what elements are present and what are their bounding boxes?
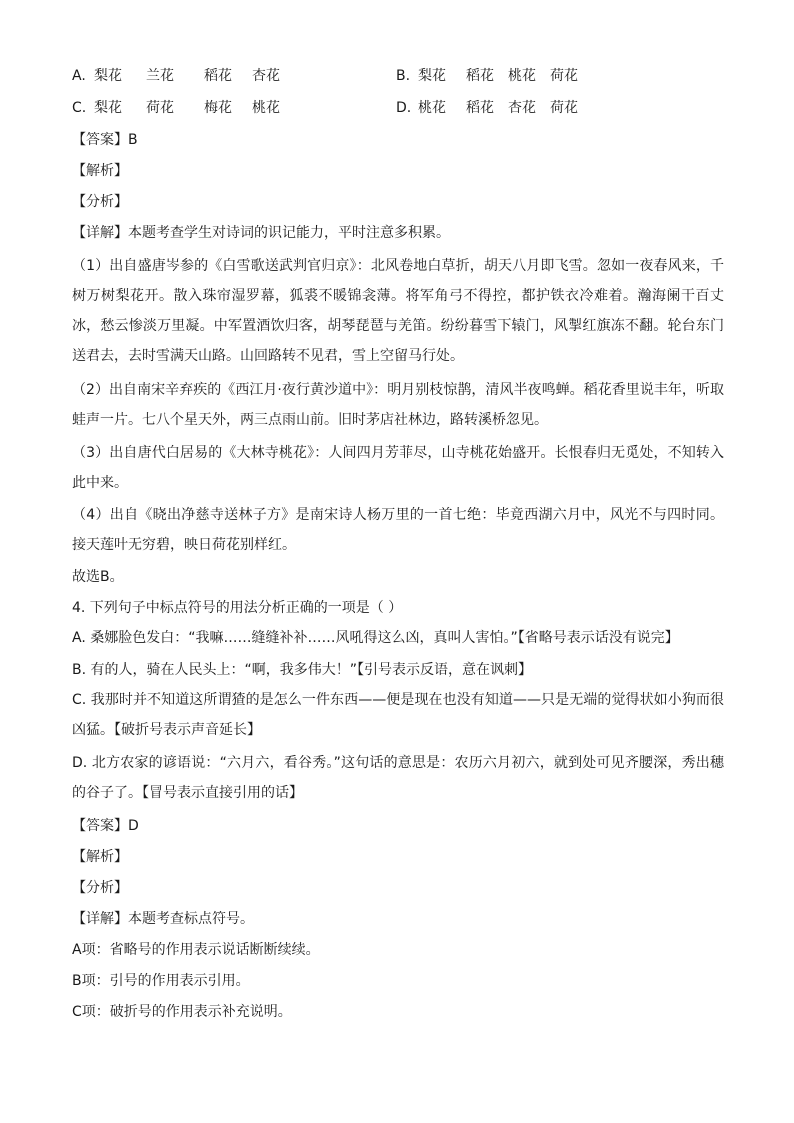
q3-fenxi-heading: 【分析】 [72,194,128,210]
option-item: 梨花 [94,100,122,116]
q3-paragraph-1: （1）出自盛唐岑参的《白雪歌送武判官归京》：北风卷地白草折，胡天八月即飞雪。忽如一夜春风来，千树万树梨花开。散入珠帘湿罗幕，狐裘不暖锦衾薄。将军角弓不得控，都护铁衣冷难着。瀚海阑干百丈冰，愁云惨淡万里凝。中军置酒饮归客，胡琴琵琶与羌笛。纷纷暮雪下辕门，风掣红旗冻不翻。轮台东门送君去，去时雪满天山路。山回路转不见君，雪上空留马行处。 [72,258,724,364]
q3-detail-intro: 【详解】本题考查学生对诗词的识记能力，平时注意多积累。 [72,225,450,241]
option-item: 荷花 [550,100,578,116]
q4-option-c: C. 我那时并不知道这所谓猹的是怎么一件东西——便是现在也没有知道——只是无端的觉得状如小狗而很凶猛。【破折号表示声音延长】 [72,692,724,738]
option-item: 桃花 [252,100,280,116]
q4-item-b: B项：引号的作用表示引用。 [72,973,250,989]
q3-paragraph-2: （2）出自南宋辛弃疾的《西江月·夜行黄沙道中》：明月别枝惊鹊，清风半夜鸣蝉。稻花香里说丰年，听取蛙声一片。七八个星天外，两三点雨山前。旧时茅店社林边，路转溪桥忽见。 [72,382,724,428]
q3-jiexi-heading: 【解析】 [72,163,128,179]
option-item: 荷花 [550,68,578,84]
q4-detail-intro: 【详解】本题考查标点符号。 [72,911,254,927]
q4-jiexi-heading: 【解析】 [72,849,128,865]
q3-paragraph-4: （4）出自《晓出净慈寺送林子方》是南宋诗人杨万里的一首七绝：毕竟西湖六月中，风光不与四时同。接天莲叶无穷碧，映日荷花别样红。 [72,507,724,553]
option-item: 稻花 [466,68,494,84]
option-item: 杏花 [252,68,280,84]
q4-option-b: B. 有的人，骑在人民头上：“啊，我多伟大！”【引号表示反语，意在讽刺】 [72,662,533,678]
q3-paragraph-3: （3）出自唐代白居易的《大林寺桃花》：人间四月芳菲尽，山寺桃花始盛开。长恨春归无觅处，不知转入此中来。 [72,445,724,491]
q3-conclusion: 故选B。 [72,569,124,585]
option-b [396,66,578,86]
q4-stem: 4. 下列句子中标点符号的用法分析正确的一项是（ ） [72,600,403,616]
option-item: 梨花 [418,68,446,84]
option-a [72,66,280,86]
q4-answer: 【答案】D [72,818,139,834]
q4-option-d: D. 北方农家的谚语说：“六月六，看谷秀。”这句话的意思是：农历六月初六，就到处可见齐腰深，秀出穗的谷子了。【冒号表示直接引用的话】 [72,755,724,801]
q4-option-a: A. 桑娜脸色发白：“我嘛……缝缝补补……风吼得这么凶，真叫人害怕。”【省略号表示话没有说完】 [72,630,679,646]
option-item: 桃花 [418,100,446,116]
options-row-2 [72,98,722,118]
option-item: 荷花 [146,100,174,116]
option-c [72,98,280,118]
option-item: 稻花 [204,68,232,84]
q3-answer: 【答案】B [72,132,138,148]
option-item: 稻花 [466,100,494,116]
option-letter: B. [396,68,411,84]
option-letter: D. [396,100,412,116]
option-item: 兰花 [146,68,174,84]
q4-item-a: A项：省略号的作用表示说话断断续续。 [72,942,320,958]
options-row-1 [72,66,722,86]
option-d [396,98,578,118]
option-letter: C. [72,100,87,116]
option-item: 杏花 [508,100,536,116]
q4-fenxi-heading: 【分析】 [72,880,128,896]
option-item: 梅花 [204,100,232,116]
option-letter: A. [72,68,86,84]
q4-item-c: C项：破折号的作用表示补充说明。 [72,1004,292,1020]
option-item: 桃花 [508,68,536,84]
option-item: 梨花 [94,68,122,84]
